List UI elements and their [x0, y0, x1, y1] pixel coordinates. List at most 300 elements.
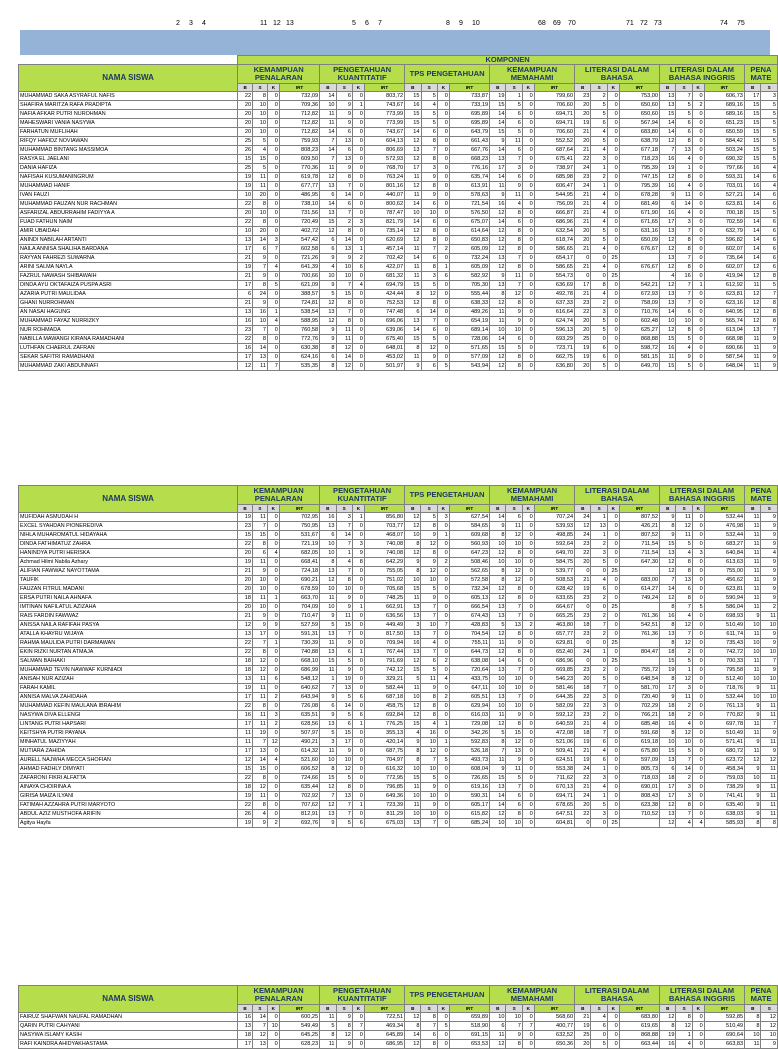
column-index: 71: [626, 20, 634, 27]
irt-score: 821,79: [364, 218, 404, 227]
score-cell: 11: [320, 110, 336, 119]
score-cell: 13: [336, 137, 352, 146]
score-cell: 8: [252, 801, 267, 810]
score-cell: 12: [405, 155, 421, 164]
score-cell: 9: [745, 612, 761, 621]
irt-score: 538,54: [279, 308, 319, 317]
table-row: [19, 684, 778, 693]
score-cell: 7: [676, 227, 692, 236]
score-cell: 11: [761, 612, 778, 621]
score-cell: 0: [692, 335, 704, 344]
irt-score: 697,78: [704, 720, 744, 729]
student-name: ANINDI NABILAH ARTANTI: [19, 236, 238, 245]
score-cell: 3: [267, 711, 279, 720]
score-cell: 1: [676, 666, 692, 675]
score-cell: 10: [745, 639, 761, 648]
score-cell: 0: [607, 738, 619, 747]
score-cell: 7: [252, 522, 267, 531]
subcolumn-header: K: [267, 505, 279, 513]
irt-score: 722,51: [364, 1013, 404, 1022]
score-cell: 6: [761, 254, 778, 263]
score-cell: 17: [744, 92, 760, 101]
score-cell: 21: [575, 783, 591, 792]
irt-score: 614,27: [619, 585, 659, 594]
score-cell: 5: [267, 281, 279, 290]
irt-score: 582,09: [534, 702, 574, 711]
irt-score: 641,39: [279, 263, 319, 272]
irt-score: 750,95: [279, 522, 319, 531]
score-cell: 21: [575, 191, 591, 200]
irt-score: 671,90: [619, 209, 659, 218]
score-cell: 0: [692, 558, 704, 567]
score-cell: 8: [336, 227, 352, 236]
score-cell: 9: [761, 513, 778, 522]
score-cell: 7: [421, 317, 437, 326]
score-cell: 9: [336, 254, 352, 263]
table-row: [19, 603, 778, 612]
irt-score: 591,68: [619, 729, 659, 738]
irt-score: 577,09: [449, 353, 489, 362]
score-cell: 0: [692, 540, 704, 549]
score-cell: 0: [607, 344, 619, 353]
score-cell: 0: [267, 747, 279, 756]
score-cell: 8: [506, 648, 522, 657]
irt-score: 642,29: [364, 558, 404, 567]
subcolumn-header: S: [252, 505, 267, 513]
score-cell: 6: [591, 119, 607, 128]
score-cell: 0: [522, 110, 534, 119]
score-cell: 0: [352, 666, 364, 675]
score-cell: 8: [336, 317, 352, 326]
irt-score: 711,54: [619, 540, 659, 549]
table-row: [19, 218, 778, 227]
score-cell: 15: [744, 110, 760, 119]
irt-score: 542,51: [619, 621, 659, 630]
irt-score: 766,21: [619, 711, 659, 720]
irt-score: 710,47: [279, 612, 319, 621]
score-cell: 0: [437, 281, 449, 290]
score-cell: 20: [575, 1040, 591, 1049]
irt-score: 807,52: [619, 513, 659, 522]
irt-score: 711,54: [619, 549, 659, 558]
score-cell: 11: [676, 513, 692, 522]
score-cell: 12: [744, 272, 760, 281]
score-cell: 0: [437, 639, 449, 648]
score-cell: 0: [437, 128, 449, 137]
irt-score: 724,18: [279, 567, 319, 576]
subcolumn-header: S: [761, 505, 778, 513]
score-cell: 0: [437, 290, 449, 299]
score-cell: 6: [336, 648, 352, 657]
irt-score: 663,44: [619, 1040, 659, 1049]
score-cell: 8: [320, 344, 336, 353]
irt-score: 669,85: [534, 666, 574, 675]
table-row: [19, 362, 778, 371]
score-cell: 0: [607, 200, 619, 209]
score-cell: 7: [421, 1022, 437, 1031]
irt-score: 648,01: [364, 344, 404, 353]
irt-score: 768,70: [364, 164, 404, 173]
score-cell: 9: [761, 594, 778, 603]
score-cell: 17: [238, 747, 253, 756]
irt-score: 567,94: [619, 119, 659, 128]
score-cell: 13: [591, 522, 607, 531]
score-cell: 12: [490, 594, 506, 603]
score-cell: 4: [267, 549, 279, 558]
score-cell: 20: [238, 549, 253, 558]
score-cell: 0: [352, 576, 364, 585]
score-cell: 12: [660, 594, 676, 603]
score-cell: 12: [405, 236, 421, 245]
irt-score: 735,64: [704, 254, 744, 263]
column-index: 5: [352, 20, 356, 27]
score-cell: 9: [761, 576, 778, 585]
score-cell: 3: [591, 702, 607, 711]
score-cell: 16: [253, 308, 268, 317]
score-cell: 19: [659, 164, 675, 173]
score-cell: 5: [591, 227, 607, 236]
score-cell: 0: [607, 326, 619, 335]
irt-score: 647,23: [449, 549, 489, 558]
irt-score: 675,80: [619, 747, 659, 756]
score-cell: 9: [745, 738, 761, 747]
irt-score: 469,34: [364, 1022, 404, 1031]
irt-score: 543,94: [449, 362, 489, 371]
score-cell: 11: [252, 693, 267, 702]
score-cell: 7: [506, 612, 522, 621]
score-cell: 0: [692, 191, 704, 200]
subcolumn-header: S: [506, 1005, 522, 1013]
score-cell: 0: [437, 1040, 449, 1049]
irt-score: 770,82: [704, 711, 744, 720]
score-cell: 8: [421, 549, 437, 558]
student-name: AZARIA PUTRI MAULIDAA: [19, 290, 238, 299]
subcolumn-header: IRT: [364, 505, 404, 513]
score-cell: 9: [336, 101, 352, 110]
irt-score: 732,34: [449, 585, 489, 594]
student-name: MUFIDAH ASMUDAH H: [19, 513, 238, 522]
score-cell: 7: [522, 1022, 534, 1031]
score-cell: 0: [437, 801, 449, 810]
score-cell: 7: [336, 281, 352, 290]
score-cell: 17: [660, 783, 676, 792]
score-cell: 16: [744, 182, 760, 191]
score-cell: 9: [745, 783, 761, 792]
irt-score: [619, 639, 659, 648]
score-cell: 9: [421, 191, 437, 200]
irt-score: 695,89: [449, 119, 489, 128]
irt-score: 649,36: [364, 792, 404, 801]
irt-score: 489,26: [449, 308, 489, 317]
score-cell: 20: [575, 801, 591, 810]
irt-score: 696,06: [364, 317, 404, 326]
irt-score: 787,47: [364, 209, 404, 218]
score-cell: 0: [522, 200, 534, 209]
irt-score: 638,08: [449, 657, 489, 666]
score-cell: 4: [421, 101, 437, 110]
score-cell: 23: [575, 173, 591, 182]
subcolumn-header: IRT: [449, 1005, 489, 1013]
score-cell: 0: [522, 666, 534, 675]
score-cell: 12: [490, 245, 506, 254]
student-name: FAZRUL NAWASH SHIBAWAIH: [19, 272, 238, 281]
group-header: LITERASI DALAM BAHASA: [575, 65, 660, 84]
score-cell: 0: [267, 630, 279, 639]
student-name: ABDUL AZIZ MUSTHOFA ARIFIN: [19, 810, 238, 819]
irt-score: 630,38: [279, 344, 319, 353]
score-cell: 2: [692, 101, 704, 110]
score-cell: 10: [660, 738, 676, 747]
score-cell: 2: [591, 711, 607, 720]
subcolumn-header: IRT: [534, 505, 574, 513]
score-cell: 8: [761, 272, 778, 281]
score-cell: 4: [591, 191, 607, 200]
table-row: [19, 522, 778, 531]
score-cell: 4: [591, 200, 607, 209]
score-cell: 19: [238, 173, 253, 182]
subcolumn-header: IRT: [279, 84, 319, 92]
irt-score: 609,68: [449, 531, 489, 540]
score-cell: 13: [490, 783, 506, 792]
score-cell: 11: [320, 1013, 336, 1022]
score-cell: 21: [575, 245, 591, 254]
score-cell: 8: [421, 236, 437, 245]
score-cell: 2: [591, 666, 607, 675]
irt-score: 776,25: [364, 720, 404, 729]
score-cell: 2: [437, 558, 449, 567]
score-cell: 12: [405, 1040, 421, 1049]
score-cell: 8: [490, 531, 506, 540]
student-name: NABILLA MAWANGI KIRANA RAMADHANI: [19, 335, 238, 344]
score-cell: 17: [660, 792, 676, 801]
score-cell: 4: [676, 819, 692, 828]
score-cell: 8: [252, 540, 267, 549]
score-cell: 1: [320, 675, 336, 684]
score-cell: 5: [761, 209, 778, 218]
score-cell: 10: [490, 702, 506, 711]
score-cell: 18: [575, 684, 591, 693]
irt-score: 572,58: [449, 576, 489, 585]
score-cell: 12: [336, 344, 352, 353]
score-cell: 11: [252, 792, 267, 801]
column-index: 9: [459, 20, 463, 27]
score-cell: 14: [490, 119, 506, 128]
score-cell: 11: [761, 702, 778, 711]
score-cell: 10: [421, 765, 437, 774]
score-cell: 11: [490, 308, 506, 317]
irt-score: 625,27: [619, 326, 659, 335]
score-cell: 11: [761, 792, 778, 801]
subcolumn-header: B: [320, 505, 336, 513]
score-cell: 0: [522, 290, 534, 299]
score-cell: 0: [267, 513, 279, 522]
score-cell: 13: [744, 326, 760, 335]
score-cell: 6: [320, 245, 336, 254]
score-cell: 5: [761, 110, 778, 119]
irt-score: 606,52: [279, 765, 319, 774]
irt-score: 605,09: [449, 245, 489, 254]
score-cell: 11: [745, 747, 761, 756]
score-cell: 7: [506, 254, 522, 263]
score-cell: 0: [692, 621, 704, 630]
score-cell: 7: [336, 540, 352, 549]
irt-score: 761,36: [619, 612, 659, 621]
irt-score: 560,93: [449, 540, 489, 549]
score-cell: 0: [522, 747, 534, 756]
score-cell: 0: [267, 558, 279, 567]
score-cell: 20: [575, 558, 591, 567]
spacer-cell: [19, 56, 238, 65]
score-cell: 0: [437, 209, 449, 218]
score-cell: 1: [267, 594, 279, 603]
score-cell: 8: [490, 738, 506, 747]
score-cell: 12: [506, 738, 522, 747]
score-cell: 6: [336, 200, 352, 209]
score-cell: 20: [238, 209, 253, 218]
score-cell: 0: [352, 657, 364, 666]
irt-score: 685,98: [534, 173, 574, 182]
column-index-row: [0, 20, 768, 30]
irt-score: 654,19: [449, 317, 489, 326]
score-cell: 11: [745, 522, 761, 531]
student-name: ALIFIAN FAWWAZ NAYOTTAMA: [19, 567, 238, 576]
irt-score: 748,25: [364, 594, 404, 603]
group-header: KEMAMPUAN MEMAHAMI: [490, 486, 575, 505]
score-cell: 12: [490, 585, 506, 594]
subcolumn-header: K: [522, 1005, 534, 1013]
score-cell: 9: [659, 191, 675, 200]
irt-score: 730,39: [279, 639, 319, 648]
score-cell: 12: [490, 549, 506, 558]
score-cell: 10: [336, 756, 352, 765]
score-cell: 2: [437, 693, 449, 702]
score-cell: 21: [575, 146, 591, 155]
score-cell: 0: [352, 299, 364, 308]
table-row: [19, 344, 778, 353]
score-cell: 0: [607, 612, 619, 621]
irt-score: 503,24: [704, 146, 744, 155]
irt-score: 770,36: [279, 164, 319, 173]
student-name: MUHAMMAD HANIF: [19, 182, 238, 191]
score-cell: 7: [676, 92, 692, 101]
student-name: IVAN FAUZI: [19, 191, 238, 200]
irt-score: 645,89: [364, 1031, 404, 1040]
score-cell: 7: [336, 630, 352, 639]
table-section-2: [0, 485, 776, 995]
table-row: [19, 1031, 778, 1040]
irt-score: 694,71: [534, 792, 574, 801]
score-cell: 8: [253, 200, 268, 209]
score-cell: 6: [506, 792, 522, 801]
score-cell: 0: [267, 200, 279, 209]
score-cell: 12: [336, 362, 352, 371]
score-cell: 5: [761, 119, 778, 128]
score-cell: 11: [676, 693, 692, 702]
irt-score: 680,72: [704, 747, 744, 756]
score-cell: 12: [660, 801, 676, 810]
score-cell: 25: [238, 164, 253, 173]
irt-score: 683,80: [619, 128, 659, 137]
irt-score: 755,72: [619, 666, 659, 675]
score-cell: 16: [744, 164, 760, 173]
score-cell: 0: [692, 1013, 704, 1022]
score-cell: 0: [267, 227, 279, 236]
score-cell: 4: [676, 155, 692, 164]
score-cell: 13: [490, 693, 506, 702]
score-cell: 9: [761, 540, 778, 549]
score-cell: 0: [352, 783, 364, 792]
score-cell: 9: [253, 272, 268, 281]
subcolumn-header: S: [336, 84, 352, 92]
table-row: [19, 146, 778, 155]
irt-score: 424,44: [364, 290, 404, 299]
irt-score: 590,31: [449, 792, 489, 801]
irt-score: 650,59: [704, 128, 744, 137]
irt-score: 613,91: [449, 182, 489, 191]
score-cell: 6: [352, 693, 364, 702]
score-cell: 9: [336, 747, 352, 756]
irt-score: 458,75: [364, 702, 404, 711]
irt-score: 808,23: [279, 146, 319, 155]
student-name: NASYWA ISLAMY KASIH: [19, 1031, 238, 1040]
score-cell: 5: [591, 362, 607, 371]
score-cell: 2: [522, 621, 534, 630]
score-cell: 0: [522, 657, 534, 666]
irt-score: 686,99: [279, 666, 319, 675]
score-cell: 0: [692, 594, 704, 603]
table-row: [19, 272, 778, 281]
irt-score: 608,04: [449, 765, 489, 774]
score-cell: 8: [421, 693, 437, 702]
score-cell: 5: [506, 101, 522, 110]
score-cell: 0: [692, 585, 704, 594]
irt-score: 648,04: [704, 362, 744, 371]
score-cell: 15: [252, 531, 267, 540]
score-cell: 5: [761, 281, 778, 290]
score-cell: 2: [352, 254, 364, 263]
score-cell: 22: [238, 200, 253, 209]
score-cell: 0: [692, 137, 704, 146]
score-cell: 0: [607, 182, 619, 191]
score-cell: 8: [506, 549, 522, 558]
score-cell: 19: [575, 353, 591, 362]
score-cell: 11: [320, 747, 336, 756]
irt-score: 692,76: [279, 819, 319, 828]
score-cell: 11: [506, 272, 522, 281]
score-cell: 8: [421, 522, 437, 531]
score-cell: 14: [744, 254, 760, 263]
score-cell: 16: [405, 101, 421, 110]
group-header: LITERASI DALAM BAHASA INGGRIS: [660, 986, 745, 1005]
score-cell: 10: [490, 675, 506, 684]
score-cell: 19: [575, 119, 591, 128]
score-cell: 10: [490, 819, 506, 828]
score-cell: 12: [421, 290, 437, 299]
table-row: [19, 801, 778, 810]
irt-score: 670,13: [534, 783, 574, 792]
score-cell: 2: [336, 218, 352, 227]
score-cell: 18: [238, 1031, 253, 1040]
subcolumn-header: B: [490, 84, 506, 92]
score-cell: 4: [761, 182, 778, 191]
student-name: MUHAMMAD SAKA ASYRAFUL NAFIS: [19, 92, 238, 101]
score-cell: 10: [336, 263, 352, 272]
irt-score: 636,80: [534, 362, 574, 371]
score-cell: 0: [607, 675, 619, 684]
score-cell: 0: [591, 639, 607, 648]
score-cell: 0: [352, 774, 364, 783]
score-cell: 11: [761, 738, 778, 747]
